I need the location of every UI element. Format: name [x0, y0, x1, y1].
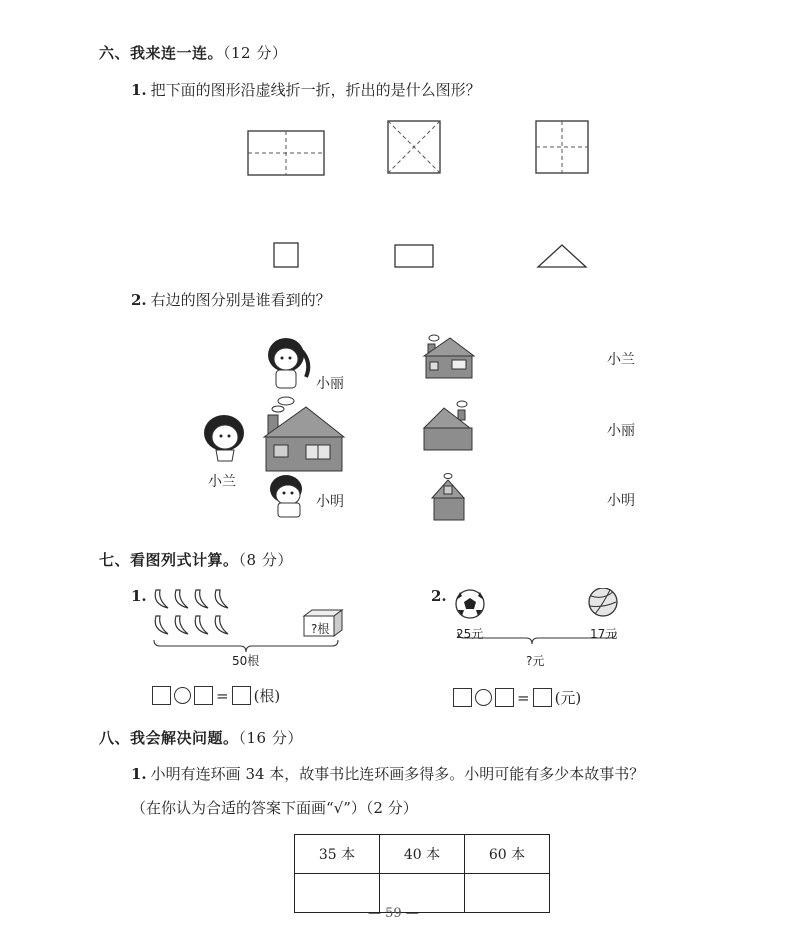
answer-table [294, 834, 550, 913]
girl-xiaolan-figure [204, 415, 244, 461]
fold-figures [240, 115, 600, 275]
house-view-back[interactable] [432, 474, 464, 521]
answer-box-5[interactable] [495, 688, 514, 707]
answer-box-4[interactable] [453, 688, 472, 707]
square-cross-fold-figure [536, 121, 588, 173]
answer-box-1[interactable] [152, 686, 171, 705]
q1-prompt: 1. 把下面的图形沿虚线折一折，折出的是什么图形？ [131, 81, 481, 99]
answer-square[interactable] [274, 243, 298, 267]
option-xiaoming[interactable]: 小明 [607, 493, 635, 509]
balls-diagram [450, 588, 630, 658]
house-figure [264, 397, 344, 471]
page-number: — 59 — [368, 906, 419, 921]
operator-circle-2[interactable] [475, 689, 492, 706]
answer-box-6[interactable] [533, 688, 552, 707]
answer-box-3[interactable] [232, 686, 251, 705]
volleyball-icon [589, 588, 617, 616]
brace-total [154, 640, 338, 652]
choice-35: 35 本 [295, 835, 380, 874]
banana-icons [155, 590, 228, 634]
total-price-label: ?元 [526, 654, 545, 668]
check-cell-35[interactable] [295, 874, 380, 913]
choice-40: 40 本 [380, 835, 465, 874]
p1-equation: = (根) [152, 685, 280, 706]
house-view-front[interactable] [424, 335, 474, 378]
check-cell-60[interactable] [465, 874, 550, 913]
label-xiaoli: 小丽 [316, 376, 344, 392]
square-diagonal-fold-figure [388, 121, 440, 173]
choice-60: 60 本 [465, 835, 550, 874]
soccer-ball-icon [456, 590, 484, 618]
house-views [420, 330, 480, 526]
p1-number: 1. [131, 587, 147, 605]
price-volleyball: 17元 [590, 627, 618, 641]
option-xiaoli[interactable]: 小丽 [607, 423, 635, 439]
operator-circle-1[interactable] [174, 687, 191, 704]
total-label: 50根 [232, 654, 260, 668]
girl-xiaoli-figure [268, 338, 308, 388]
answer-box-2[interactable] [194, 686, 213, 705]
s8-q1-prompt: 1. 小明有连环画 34 本，故事书比连环画多得多。小明可能有多少本故事书？ [131, 765, 645, 783]
answer-triangle[interactable] [538, 245, 586, 267]
option-xiaolan[interactable]: 小兰 [607, 352, 635, 368]
label-xiaoming: 小明 [316, 494, 344, 510]
answer-rectangle[interactable] [395, 245, 433, 267]
box-label: ?根 [311, 622, 330, 636]
section6-title: 六、我来连一连。（12 分） [99, 44, 288, 62]
boy-xiaoming-figure [270, 475, 302, 517]
q2-prompt: 2. 右边的图分别是谁看到的？ [131, 291, 331, 309]
house-view-side[interactable] [424, 401, 472, 450]
section7-title: 七、看图列式计算。（8 分） [99, 551, 293, 569]
price-soccer: 25元 [456, 627, 484, 641]
section8-title: 八、我会解决问题。（16 分） [99, 729, 303, 747]
p2-equation: = (元) [453, 687, 581, 708]
s8-q1-hint: （在你认为合适的答案下面画“√”）（2 分） [131, 799, 418, 817]
p2-number: 2. [431, 587, 447, 605]
label-xiaolan: 小兰 [208, 474, 236, 490]
rect-fold-figure [248, 131, 324, 175]
